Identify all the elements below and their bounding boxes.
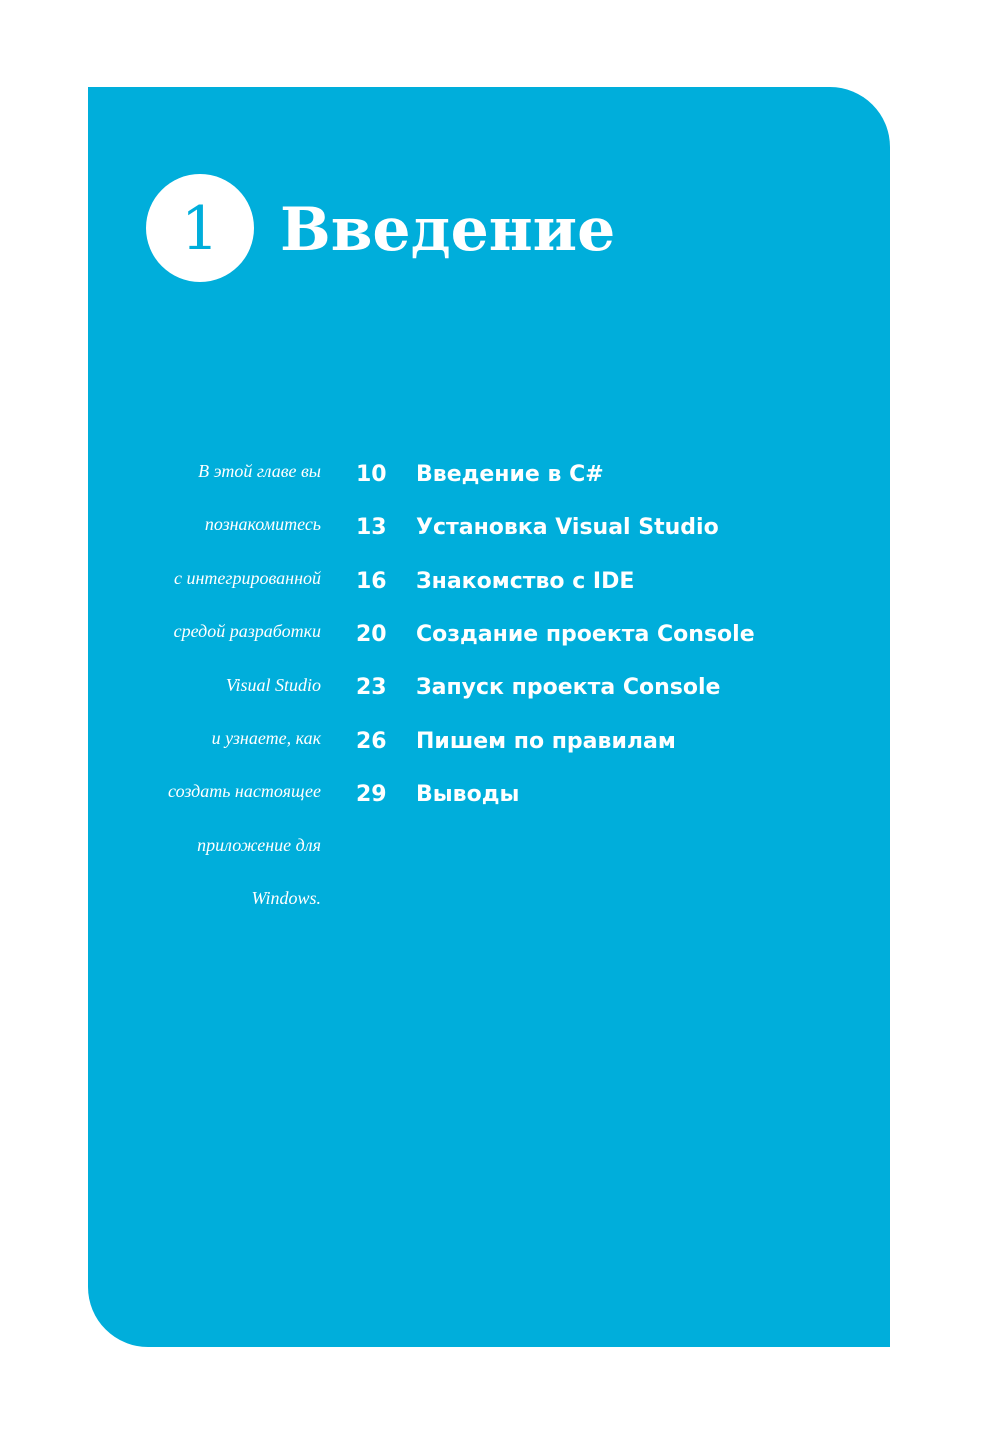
toc-section-title: Пишем по правилам	[416, 728, 676, 754]
toc-entry	[356, 608, 856, 661]
intro-line: Visual Studio	[225, 674, 321, 695]
toc-page-number: 10	[356, 462, 387, 488]
toc-entry	[356, 714, 856, 767]
intro-line: и узнаете, как	[211, 727, 321, 748]
intro-line: познакомитесь	[204, 514, 321, 535]
intro-line: приложение для	[197, 834, 321, 855]
intro-line: средой разработки	[173, 621, 321, 642]
chapter-intro	[120, 448, 321, 929]
chapter-number: 1	[180, 194, 220, 264]
toc-page-number: 20	[356, 622, 387, 648]
toc-entry	[356, 555, 856, 608]
toc-page-number: 26	[356, 728, 387, 754]
toc-section-title: Введение в C#	[416, 462, 604, 488]
intro-line: с интегрированной	[174, 567, 321, 588]
toc-page-number: 29	[356, 781, 387, 807]
chapter-title: Введение	[280, 195, 616, 265]
toc-entry	[356, 448, 856, 501]
toc-section-title: Выводы	[416, 781, 520, 807]
toc-page-number: 16	[356, 568, 387, 594]
table-of-contents	[356, 448, 856, 821]
toc-entry	[356, 661, 856, 714]
chapter-number-badge	[146, 174, 254, 282]
toc-page-number: 23	[356, 675, 387, 701]
intro-line: Windows.	[251, 888, 321, 909]
toc-section-title: Знакомство с IDE	[416, 568, 635, 594]
toc-section-title: Создание проекта Console	[416, 622, 755, 648]
intro-line: создать настоящее	[168, 781, 321, 802]
toc-entry	[356, 768, 856, 821]
toc-section-title: Запуск проекта Console	[416, 675, 721, 701]
toc-page-number: 13	[356, 515, 387, 541]
intro-line: В этой главе вы	[198, 461, 321, 481]
toc-entry	[356, 501, 856, 554]
toc-section-title: Установка Visual Studio	[416, 515, 719, 541]
